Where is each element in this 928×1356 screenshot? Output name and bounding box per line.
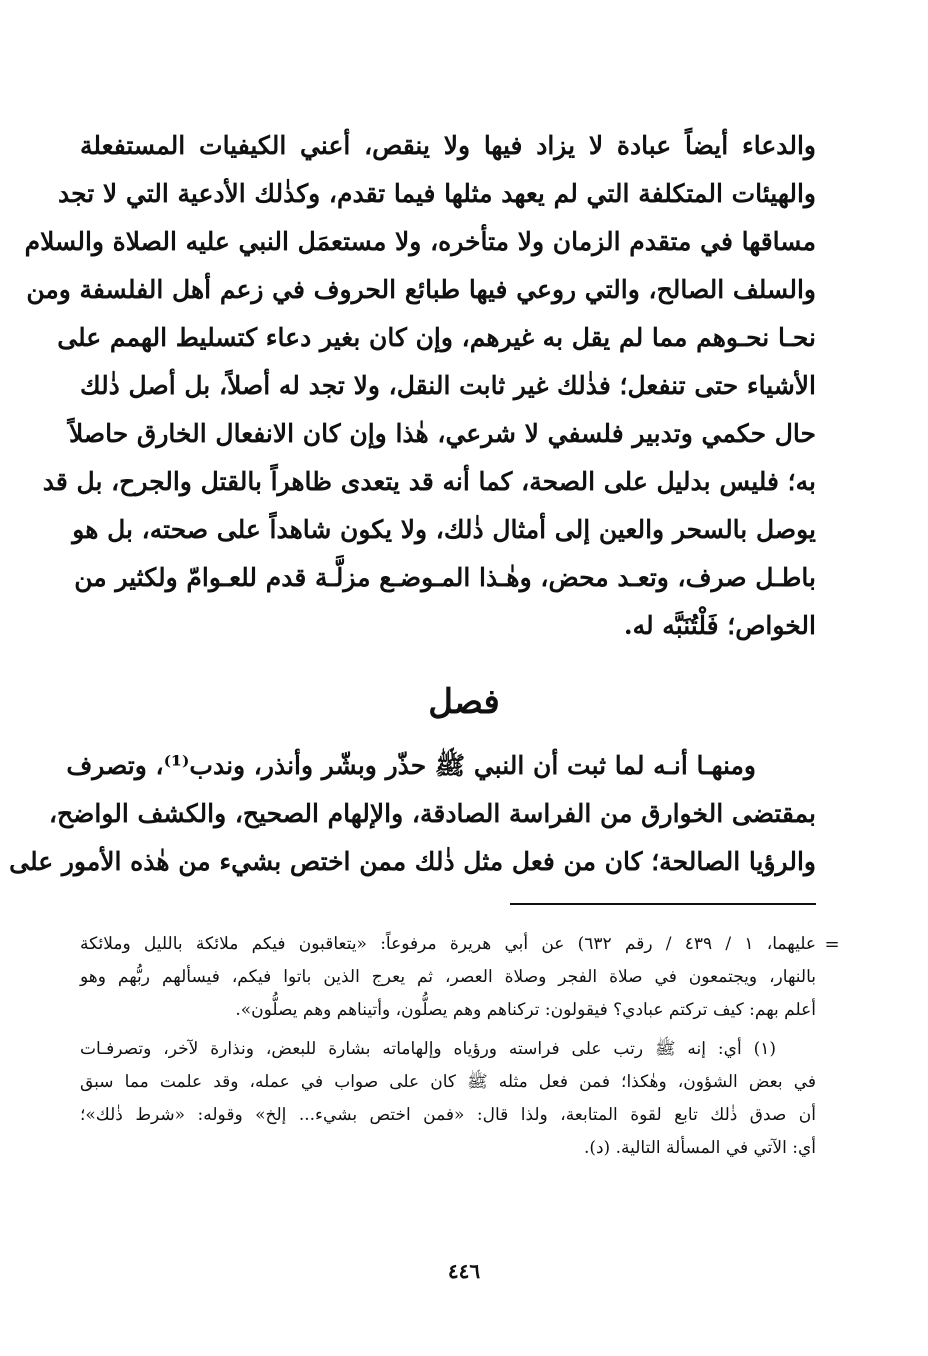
footnote-line: عليهما، ١ / ٤٣٩ / رقم ٦٣٢) عن أبي هريرة مرفوعاً: «يتعاقبون فيكم ملائكة بالليل وملائكة — [80, 934, 816, 954]
main-text-line: الخواص؛ فَلْتُنَبَّه له. — [623, 611, 816, 640]
footnote-line: بالنهار، ويجتمعون في صلاة الفجر وصلاة العصر، ثم يعرج الذين باتوا فيكم، فيسألهم ربُّهم وهو — [80, 967, 816, 987]
section-title: فصل — [428, 682, 500, 722]
page-number: ٤٤٦ — [447, 1259, 481, 1283]
footnote-line: أعلم بهم: كيف تركتم عبادي؟ فيقولون: تركناهم وهم يصلُّون، وأتيناهم وهم يصلُّون». — [235, 1000, 816, 1020]
footnotes-block — [80, 928, 816, 1165]
main-text-line: يوصل بالسحر والعين إلى أمثال ذٰلك، ولا يكون شاهداً على صحته، بل هو — [72, 515, 816, 544]
footnote-line: (١) أي: إنه ﷺ رتب على فراسته ورؤياه وإلهاماته بشارة للبعض، ونذارة لآخر، وتصرفـات — [80, 1039, 776, 1059]
main-text-line: والهيئات المتكلفة التي لم يعهد مثلها فيما تقدم، وكذٰلك الأدعية التي لا تجد — [58, 179, 816, 208]
footnote-divider — [510, 903, 816, 905]
main-text-line: والدعاء أيضاً عبادة لا يزاد فيها ولا ينقص، أعني الكيفيات المستفعلة — [80, 131, 816, 160]
footnote-line: في بعض الشؤون، وهٰكذا؛ فمن فعل مثله ﷺ كان على صواب في عمله، وقد علمت مما سبق — [80, 1072, 816, 1092]
main-text-line: والسلف الصالح، والتي روعي فيها طبائع الحروف في زعم أهل الفلسفة ومن — [26, 275, 816, 304]
section-text-line: ومنهـا أنـه لما ثبت أن النبي ﷺ حذّر وبشّر وأنذر، وندب⁽¹⁾، وتصرف — [66, 751, 756, 780]
section-text-line: بمقتضى الخوارق من الفراسة الصادقة، والإلهام الصحيح، والكشف الواضح، — [48, 799, 816, 828]
main-text-line: به؛ فليس بدليل على الصحة، كما أنه قد يتعدى ظاهراً بالقتل والجرح، بل قد — [42, 467, 816, 496]
section-text-line: والرؤيا الصالحة؛ كان من فعل مثل ذٰلك ممن اختص بشيء من هٰذه الأمور على — [9, 847, 816, 876]
main-text-line: باطـل صرف، وتعـد محض، وهٰـذا المـوضـع مزلَّـة قدم للعـوامّ ولكثير من — [74, 563, 816, 592]
footnote-continuation-marker: = — [824, 934, 840, 955]
main-text-line: نحـا نحـوهم مما لم يقل به غيرهم، وإن كان بغير دعاء كتسليط الهمم على — [57, 323, 816, 352]
main-text-line: مساقها في متقدم الزمان ولا متأخره، ولا مستعمَل النبي عليه الصلاة والسلام — [24, 227, 816, 256]
main-text-block — [24, 122, 816, 650]
main-text-line: حال حكمي وتدبير فلسفي لا شرعي، هٰذا وإن كان الانفعال الخارق حاصلاً — [69, 419, 816, 448]
footnote-line: أي: الآتي في المسألة التالية. (د). — [583, 1138, 816, 1158]
footnote-line: أن صدق ذٰلك تابع لقوة المتابعة، ولذا قال: «فمن اختص بشيء... إلخ» وقوله: «شرط ذٰلك»؛ — [80, 1105, 816, 1125]
main-text-line: الأشياء حتى تنفعل؛ فذٰلك غير ثابت النقل، ولا تجد له أصلاً، بل أصل ذٰلك — [80, 371, 816, 400]
section-text-block — [9, 742, 816, 886]
